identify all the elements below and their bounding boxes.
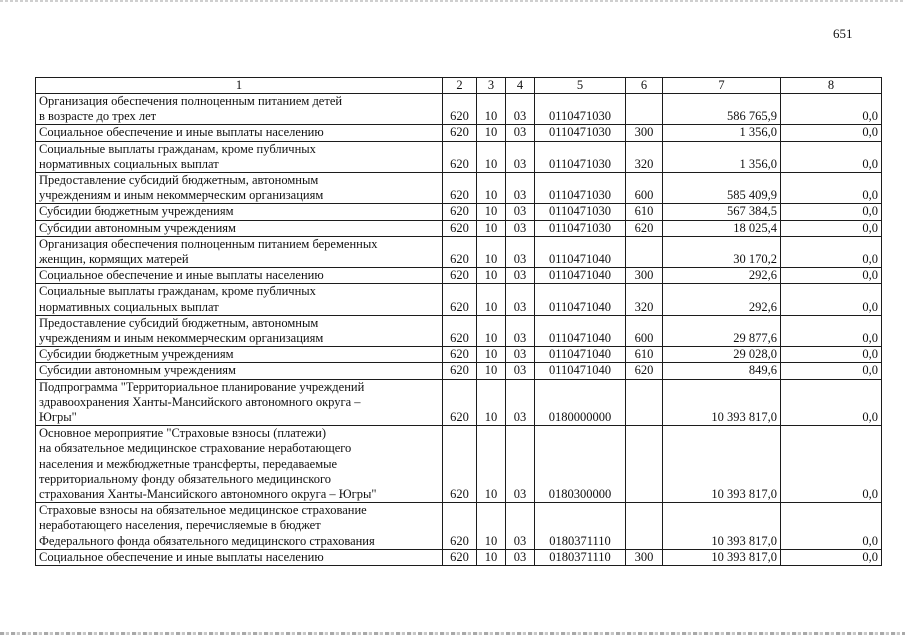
amount-cell: 849,6 — [663, 363, 781, 379]
row-name-cell: Страховые взносы на обязательное медицинское страхование неработающего населения, перечисляемые в бюджет Федерального фонда обязательного медицинского страхования — [36, 503, 443, 550]
amount-cell: 0,0 — [781, 268, 882, 284]
amount-cell: 0,0 — [781, 315, 882, 346]
code-cell: 620 — [443, 503, 477, 550]
section-cell: 10 — [477, 347, 506, 363]
target-article-cell: 0110471040 — [535, 284, 626, 315]
target-article-cell: 0110471040 — [535, 236, 626, 267]
table-row — [36, 173, 882, 204]
row-name-cell: Социальные выплаты гражданам, кроме публичных нормативных социальных выплат — [36, 284, 443, 315]
amount-cell: 0,0 — [781, 503, 882, 550]
section-cell: 10 — [477, 363, 506, 379]
expense-type-cell: 320 — [626, 141, 663, 172]
amount-cell: 0,0 — [781, 236, 882, 267]
table-row — [36, 363, 882, 379]
amount-cell: 0,0 — [781, 284, 882, 315]
amount-cell: 0,0 — [781, 379, 882, 426]
scan-edge-bottom — [0, 632, 905, 635]
amount-cell: 0,0 — [781, 347, 882, 363]
subsection-cell: 03 — [506, 549, 535, 565]
scan-edge-top — [0, 0, 905, 2]
amount-cell: 586 765,9 — [663, 94, 781, 125]
code-cell: 620 — [443, 347, 477, 363]
subsection-cell: 03 — [506, 220, 535, 236]
expense-type-cell: 300 — [626, 268, 663, 284]
subsection-cell: 03 — [506, 503, 535, 550]
row-name-cell: Подпрограмма "Территориальное планирование учреждений здравоохранения Ханты-Мансийского автономного округа – Югры" — [36, 379, 443, 426]
expense-type-cell: 600 — [626, 173, 663, 204]
subsection-cell: 03 — [506, 379, 535, 426]
target-article-cell: 0110471040 — [535, 268, 626, 284]
budget-table — [35, 77, 882, 566]
target-article-cell: 0110471040 — [535, 347, 626, 363]
amount-cell: 0,0 — [781, 426, 882, 503]
amount-cell: 0,0 — [781, 173, 882, 204]
amount-cell: 1 356,0 — [663, 125, 781, 141]
code-cell: 620 — [443, 268, 477, 284]
row-name-cell: Предоставление субсидий бюджетным, автономным учреждениям и иным некоммерческим организациям — [36, 173, 443, 204]
expense-type-cell: 300 — [626, 125, 663, 141]
expense-type-cell: 600 — [626, 315, 663, 346]
row-name-cell: Основное мероприятие "Страховые взносы (платежи) на обязательное медицинское страхование неработающего населения и межбюджетные трансферты, передаваемые территориальному фонду обязательного медицинского страхования Ханты-Мансийского автономного округа – Югры" — [36, 426, 443, 503]
table-row — [36, 125, 882, 141]
table-row — [36, 268, 882, 284]
table-row — [36, 503, 882, 550]
table-row — [36, 549, 882, 565]
target-article-cell: 0110471030 — [535, 204, 626, 220]
section-cell: 10 — [477, 173, 506, 204]
header-cell: 8 — [781, 78, 882, 94]
expense-type-cell: 610 — [626, 347, 663, 363]
amount-cell: 0,0 — [781, 363, 882, 379]
section-cell: 10 — [477, 220, 506, 236]
section-cell: 10 — [477, 549, 506, 565]
section-cell: 10 — [477, 426, 506, 503]
expense-type-cell — [626, 426, 663, 503]
table-row — [36, 141, 882, 172]
target-article-cell: 0110471030 — [535, 125, 626, 141]
expense-type-cell — [626, 503, 663, 550]
subsection-cell: 03 — [506, 204, 535, 220]
amount-cell: 18 025,4 — [663, 220, 781, 236]
section-cell: 10 — [477, 284, 506, 315]
code-cell: 620 — [443, 236, 477, 267]
amount-cell: 585 409,9 — [663, 173, 781, 204]
expense-type-cell — [626, 379, 663, 426]
row-name-cell: Субсидии автономным учреждениям — [36, 363, 443, 379]
subsection-cell: 03 — [506, 141, 535, 172]
row-name-cell: Организация обеспечения полноценным питанием детей в возрасте до трех лет — [36, 94, 443, 125]
header-cell: 2 — [443, 78, 477, 94]
amount-cell: 292,6 — [663, 268, 781, 284]
code-cell: 620 — [443, 204, 477, 220]
header-cell: 3 — [477, 78, 506, 94]
amount-cell: 567 384,5 — [663, 204, 781, 220]
table-row — [36, 204, 882, 220]
section-cell: 10 — [477, 503, 506, 550]
target-article-cell: 0110471030 — [535, 220, 626, 236]
expense-type-cell — [626, 236, 663, 267]
subsection-cell: 03 — [506, 268, 535, 284]
table-row — [36, 315, 882, 346]
table-row — [36, 379, 882, 426]
row-name-cell: Организация обеспечения полноценным питанием беременных женщин, кормящих матерей — [36, 236, 443, 267]
target-article-cell: 0110471030 — [535, 173, 626, 204]
header-cell: 6 — [626, 78, 663, 94]
amount-cell: 10 393 817,0 — [663, 426, 781, 503]
code-cell: 620 — [443, 141, 477, 172]
amount-cell: 0,0 — [781, 141, 882, 172]
target-article-cell: 0180371110 — [535, 503, 626, 550]
table-body — [36, 78, 882, 566]
table-row — [36, 284, 882, 315]
section-cell: 10 — [477, 125, 506, 141]
amount-cell: 0,0 — [781, 220, 882, 236]
target-article-cell: 0180371110 — [535, 549, 626, 565]
code-cell: 620 — [443, 284, 477, 315]
amount-cell: 10 393 817,0 — [663, 549, 781, 565]
subsection-cell: 03 — [506, 94, 535, 125]
code-cell: 620 — [443, 379, 477, 426]
header-cell: 7 — [663, 78, 781, 94]
section-cell: 10 — [477, 141, 506, 172]
expense-type-cell: 620 — [626, 220, 663, 236]
amount-cell: 0,0 — [781, 125, 882, 141]
subsection-cell: 03 — [506, 363, 535, 379]
subsection-cell: 03 — [506, 236, 535, 267]
amount-cell: 29 877,6 — [663, 315, 781, 346]
amount-cell: 292,6 — [663, 284, 781, 315]
row-name-cell: Социальное обеспечение и иные выплаты населению — [36, 549, 443, 565]
target-article-cell: 0110471040 — [535, 315, 626, 346]
code-cell: 620 — [443, 549, 477, 565]
section-cell: 10 — [477, 94, 506, 125]
row-name-cell: Социальное обеспечение и иные выплаты населению — [36, 125, 443, 141]
target-article-cell: 0110471040 — [535, 363, 626, 379]
subsection-cell: 03 — [506, 426, 535, 503]
expense-type-cell: 620 — [626, 363, 663, 379]
section-cell: 10 — [477, 236, 506, 267]
expense-type-cell: 300 — [626, 549, 663, 565]
code-cell: 620 — [443, 94, 477, 125]
table-row — [36, 220, 882, 236]
expense-type-cell — [626, 94, 663, 125]
code-cell: 620 — [443, 426, 477, 503]
row-name-cell: Субсидии автономным учреждениям — [36, 220, 443, 236]
amount-cell: 10 393 817,0 — [663, 379, 781, 426]
amount-cell: 10 393 817,0 — [663, 503, 781, 550]
expense-type-cell: 320 — [626, 284, 663, 315]
target-article-cell: 0110471030 — [535, 94, 626, 125]
subsection-cell: 03 — [506, 125, 535, 141]
amount-cell: 0,0 — [781, 549, 882, 565]
subsection-cell: 03 — [506, 347, 535, 363]
section-cell: 10 — [477, 315, 506, 346]
table-header-row — [36, 78, 882, 94]
row-name-cell: Предоставление субсидий бюджетным, автономным учреждениям и иным некоммерческим организациям — [36, 315, 443, 346]
row-name-cell: Субсидии бюджетным учреждениям — [36, 347, 443, 363]
target-article-cell: 0110471030 — [535, 141, 626, 172]
subsection-cell: 03 — [506, 173, 535, 204]
row-name-cell: Социальные выплаты гражданам, кроме публичных нормативных социальных выплат — [36, 141, 443, 172]
row-name-cell: Субсидии бюджетным учреждениям — [36, 204, 443, 220]
amount-cell: 1 356,0 — [663, 141, 781, 172]
table-row — [36, 94, 882, 125]
header-cell: 1 — [36, 78, 443, 94]
code-cell: 620 — [443, 173, 477, 204]
subsection-cell: 03 — [506, 315, 535, 346]
subsection-cell: 03 — [506, 284, 535, 315]
amount-cell: 0,0 — [781, 204, 882, 220]
section-cell: 10 — [477, 268, 506, 284]
target-article-cell: 0180300000 — [535, 426, 626, 503]
table-row — [36, 426, 882, 503]
code-cell: 620 — [443, 315, 477, 346]
target-article-cell: 0180000000 — [535, 379, 626, 426]
amount-cell: 30 170,2 — [663, 236, 781, 267]
section-cell: 10 — [477, 204, 506, 220]
expense-type-cell: 610 — [626, 204, 663, 220]
header-cell: 4 — [506, 78, 535, 94]
page-number: 651 — [833, 26, 853, 41]
table-row — [36, 236, 882, 267]
code-cell: 620 — [443, 125, 477, 141]
row-name-cell: Социальное обеспечение и иные выплаты населению — [36, 268, 443, 284]
amount-cell: 29 028,0 — [663, 347, 781, 363]
section-cell: 10 — [477, 379, 506, 426]
table-row — [36, 347, 882, 363]
header-cell: 5 — [535, 78, 626, 94]
code-cell: 620 — [443, 363, 477, 379]
code-cell: 620 — [443, 220, 477, 236]
amount-cell: 0,0 — [781, 94, 882, 125]
